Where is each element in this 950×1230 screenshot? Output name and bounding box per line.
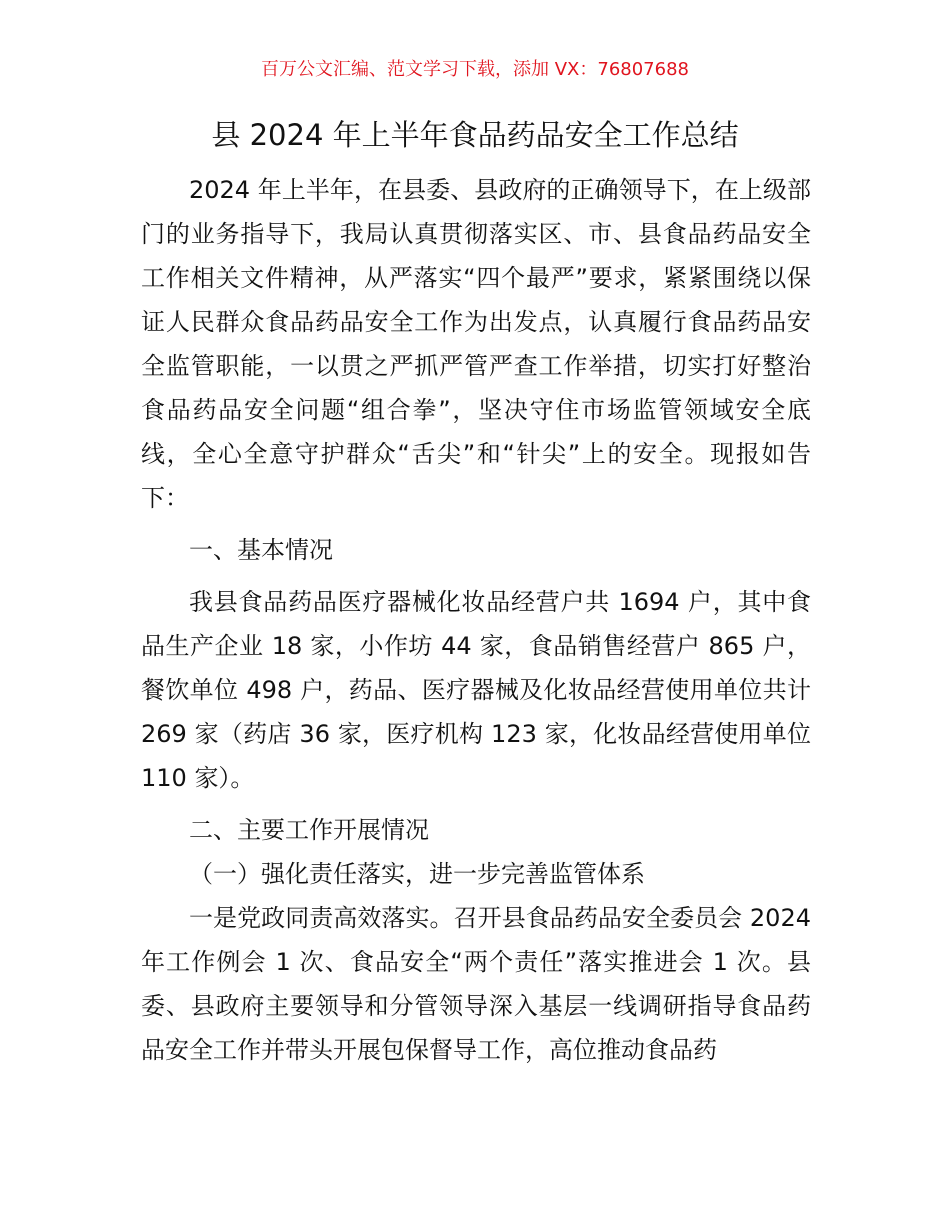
paragraph-basic-situation: 我县食品药品医疗器械化妆品经营户共 1694 户，其中食品生产企业 18 家，小作坊 44 家，食品销售经营户 865 户，餐饮单位 498 户，药品、医疗器械及化妆品经营使用单位共计 269 家（药店 36 家，医疗机构 123 家，化妆品经营使用单位 110 家）。 xyxy=(141,588,811,792)
paragraph-intro: 2024 年上半年，在县委、县政府的正确领导下，在上级部门的业务指导下，我局认真贯彻落实区、市、县食品药品安全工作相关文件精神，从严落实“四个最严”要求，紧紧围绕以保证人民群众食品药品安全工作为出发点，认真履行食品药品安全监管职能，一以贯之严抓严管严查工作举措，切实打好整治食品药品安全问题“组合拳”，坚决守住市场监管领域安全底线，全心全意守护群众“舌尖”和“针尖”上的安全。现报如告下： xyxy=(141,176,811,512)
section-heading-main-work: 二、主要工作开展情况 xyxy=(189,816,429,844)
header-watermark-note: 百万公文汇编、范文学习下载，添加 VX：76807688 xyxy=(261,59,689,80)
paragraph-party-government-responsibility: 一是党政同责高效落实。召开县食品药品安全委员会 2024 年工作例会 1 次、食品安全“两个责任”落实推进会 1 次。县委、县政府主要领导和分管领导深入基层一线调研指导食品药品安全工作并带头开展包保督导工作，高位推动食品药 xyxy=(141,904,811,1064)
subsection-heading-responsibility: （一）强化责任落实，进一步完善监管体系 xyxy=(189,860,645,888)
section-heading-basic-situation: 一、基本情况 xyxy=(189,536,333,564)
document-title: 县 2024 年上半年食品药品安全工作总结 xyxy=(211,118,739,152)
document-body xyxy=(141,168,811,1072)
